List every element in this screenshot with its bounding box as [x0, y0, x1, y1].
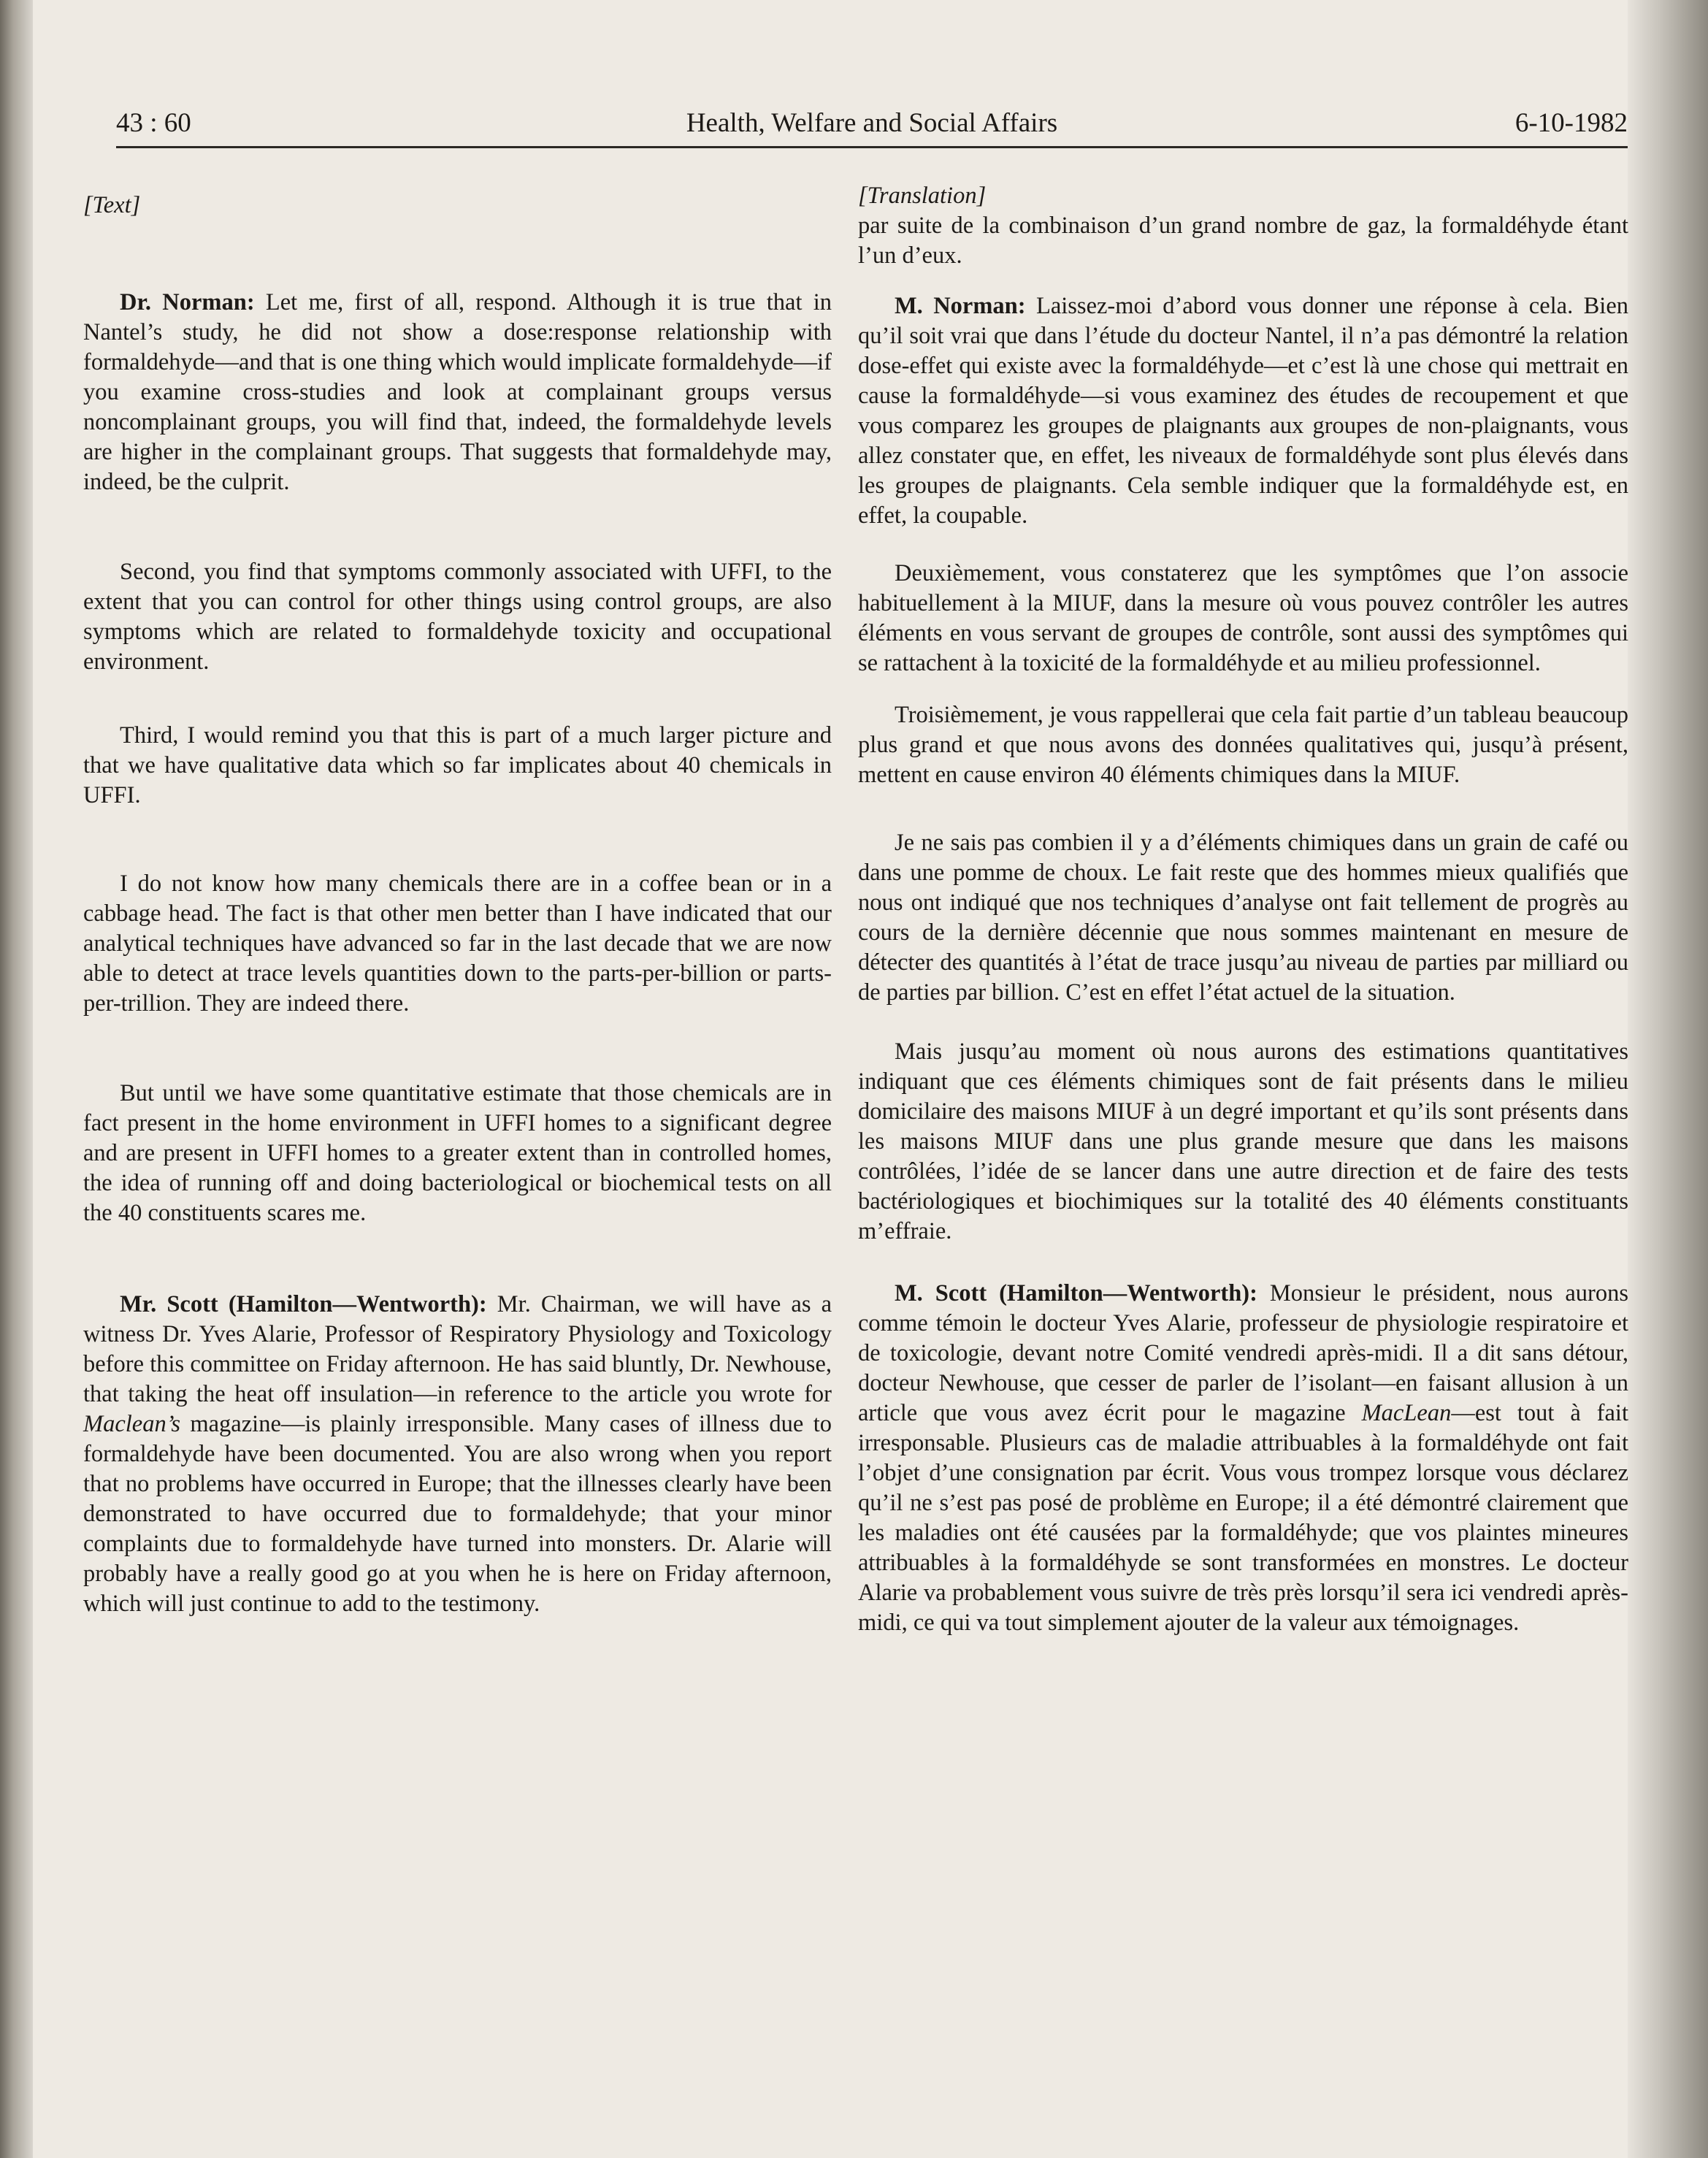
- paragraph-text: Mr. Chairman, we will have as a witness Dr. Yves Alarie, Professor of Respiratory Physiology and Toxicology before this committee on Friday afternoon. He has said bluntly, Dr. Newhouse, that taking the heat off insulation—in reference to the article you wrote for: [83, 1291, 832, 1407]
- paragraph-third: Third, I would remind you that this is part of a much larger picture and that we have qualitative data which so far implicates about 40 chemicals in UFFI.: [83, 722, 832, 808]
- french-column: [858, 181, 1628, 1638]
- paragraph-text: Let me, first of all, respond. Although it is true that in Nantel’s study, he did not show a dose:response relationship with formaldehyde—and that is one thing which would implicate formaldehyde—if you examine cross-studies and look at complainant groups versus noncomplainant groups, you will find that, indeed, the formaldehyde levels are higher in the complainant groups. That suggests that formaldehyde may, indeed, be the culprit.: [83, 289, 832, 495]
- paragraph-continuation: par suite de la combinaison d’un grand nombre de gaz, la formaldéhyde étant l’un d’eux.: [858, 213, 1628, 269]
- paragraph-norman-response: [83, 288, 832, 497]
- paragraph-grain-de-cafe: Je ne sais pas combien il y a d’éléments chimiques dans un grain de café ou dans une pomme de choux. Le fait reste que des hommes mieux qualifiés que nous ont indiqué que nos techniques d’analyse ont fait tellement de progrès au cours de la dernière décennie que nous sommes maintenant en mesure de détecter des quantités à l’état de trace jusqu’au niveau de parties par milliard ou de parties par billion. C’est en effet l’état actuel de la situation.: [858, 830, 1628, 1006]
- running-title: Health, Welfare and Social Affairs: [686, 108, 1058, 138]
- magazine-title: MacLean: [1361, 1400, 1452, 1426]
- paragraph-estimations: Mais jusqu’au moment où nous aurons des estimations quantitatives indiquant que ces éléments chimiques sont de fait présents dans le milieu domicilaire des maisons MIUF à un degré important et qu’ils sont présents dans les maisons MIUF dans une plus grande mesure que dans les maisons contrôlées, l’idée de se lancer dans une autre direction et de faire des tests bactériologiques et biochimiques sur la totalité des 40 éléments constituants m’effraie.: [858, 1038, 1628, 1244]
- paragraph-scott-fr: [858, 1279, 1628, 1638]
- page-header: [116, 93, 1628, 148]
- paragraph-text: magazine—is plainly irresponsible. Many cases of illness due to formaldehyde have been documented. You are also wrong when you report that no problems have occurred in Europe; that the illnesses clearly have been demonstrated to have occurred due to formaldehyde; that your minor complaints due to formaldehyde have turned into monsters. Dr. Alarie will probably have a really good go at you when he is here on Friday afternoon, which will just continue to add to the testimony.: [83, 1411, 832, 1617]
- translation-label: [Translation]: [858, 183, 987, 209]
- speaker-name: M. Scott (Hamilton—Wentworth):: [895, 1280, 1257, 1306]
- paragraph-deuxiemement: Deuxièmement, vous constaterez que les symptômes que l’on associe habituellement à la MIUF, dans la mesure où vous pouvez contrôler les autres éléments en vous servant de groupes de contrôle, sont aussi des symptômes qui se rattachent à la toxicité de la formaldéhyde et au milieu professionnel.: [858, 560, 1628, 676]
- header-date: 6-10-1982: [1514, 108, 1628, 138]
- speaker-name: Mr. Scott (Hamilton—Wentworth):: [120, 1291, 487, 1317]
- paragraph-text: Laissez-moi d’abord vous donner une réponse à cela. Bien qu’il soit vrai que dans l’étude du docteur Nantel, il n’a pas démontré la relation dose-effet qui existe avec la formaldéhyde—et c’est là une chose qui mettrait en cause la formaldéhyde—si vous examinez des études de recoupement et que vous comparez les groupes de plaignants aux groupes de non-plaignants, vous allez constater que, en effet, les niveaux de formaldéhyde sont plus élevés dans les groupes de plaignants. Cela semble indiquer que la formaldéhyde est, en effet, la coupable.: [858, 293, 1628, 529]
- paragraph-scott: [83, 1290, 832, 1619]
- paragraph-norman-response-fr: [858, 291, 1628, 531]
- text-label: [Text]: [83, 192, 141, 218]
- page-number: 43 : 60: [116, 108, 191, 138]
- magazine-title: Maclean’s: [83, 1411, 180, 1437]
- paragraph-troisiemement: Troisièmement, je vous rappellerai que cela fait partie d’un tableau beaucoup plus grand et que nous avons des données qualitatives qui, jusqu’à présent, mettent en cause environ 40 éléments chimiques dans la MIUF.: [858, 702, 1628, 788]
- speaker-name: Dr. Norman:: [120, 289, 255, 315]
- document-page: [33, 0, 1628, 2158]
- paragraph-text: Monsieur le président, nous aurons comme témoin le docteur Yves Alarie, professeur de physiologie respiratoire et de toxicologie, devant notre Comité vendredi après-midi. Il a dit sans détour, docteur Newhouse, que cesser de parler de l’isolant—en faisant allusion à un article que vous avez écrit pour le magazine: [858, 1280, 1629, 1426]
- binding-shadow: [0, 0, 33, 2158]
- facing-page-edge: [1628, 0, 1708, 2158]
- speaker-name: M. Norman:: [895, 293, 1026, 319]
- english-column: [83, 186, 832, 1619]
- paragraph-text: —est tout à fait irresponsable. Plusieurs cas de maladie attribuables à la formaldéhyde ont fait l’objet d’une consignation par écrit. Vous vous trompez lorsque vous déclarez qu’il ne s’est pas posé de problème en Europe; il a été démontré clairement que les maladies ont été causées par la formaldéhyde; que vos plaintes mineures attribuables à la formaldéhyde se sont transformées en monstres. Le docteur Alarie va probablement vous suivre de très près lorsqu’il sera ici vendredi après-midi, ce qui va tout simplement ajouter de la valeur aux témoignages.: [858, 1400, 1628, 1636]
- paragraph-quantitative: But until we have some quantitative estimate that those chemicals are in fact present in the home environment in UFFI homes to a significant degree and are present in UFFI homes to a greater extent than in controlled homes, the idea of running off and doing bacteriological or biochemical tests on all the 40 constituents scares me.: [83, 1080, 832, 1226]
- paragraph-second: Second, you find that symptoms commonly associated with UFFI, to the extent that you can control for other things using control groups, are also symptoms which are related to formaldehyde toxicity and occupational environment.: [83, 559, 832, 675]
- paragraph-coffee-bean: I do not know how many chemicals there are in a coffee bean or in a cabbage head. The fact is that other men better than I have indicated that our analytical techniques have advanced so far in the last decade that we are now able to detect at trace levels quantities down to the parts-per-billion or parts-per-trillion. They are indeed there.: [83, 871, 832, 1017]
